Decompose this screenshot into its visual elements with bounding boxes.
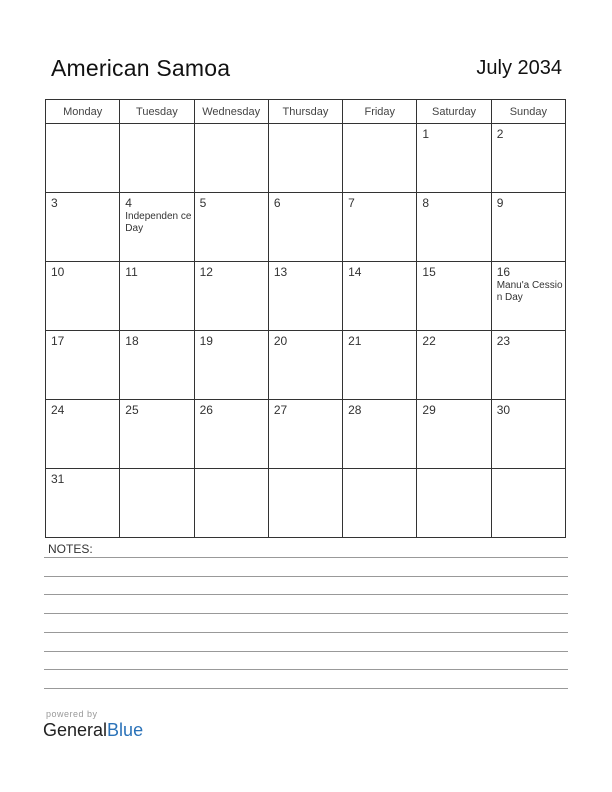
- week-row: [46, 331, 566, 400]
- day-number: 26: [199, 403, 213, 417]
- day-cell[interactable]: [120, 124, 194, 193]
- day-cell[interactable]: [343, 124, 417, 193]
- month-label: July 2034: [476, 57, 562, 79]
- brand-general: General: [43, 720, 108, 740]
- notes-line: [44, 557, 568, 558]
- day-number: 10: [51, 265, 65, 279]
- day-cell[interactable]: [120, 400, 194, 469]
- day-cell[interactable]: [46, 262, 120, 331]
- day-cell[interactable]: [46, 193, 120, 262]
- day-cell[interactable]: [46, 469, 120, 538]
- day-cell[interactable]: [417, 262, 491, 331]
- week-row: [46, 400, 566, 469]
- day-cell[interactable]: [120, 469, 194, 538]
- holiday-label: Independen ce Day: [125, 211, 192, 234]
- day-number: 30: [496, 403, 511, 417]
- week-row: [46, 262, 566, 331]
- generalblue-logo[interactable]: [43, 720, 143, 741]
- day-cell[interactable]: [491, 124, 565, 193]
- day-number: 1: [422, 127, 430, 141]
- brand-blue: Blue: [107, 720, 144, 740]
- day-number: 12: [199, 265, 213, 279]
- week-row: [46, 124, 566, 193]
- day-cell[interactable]: [194, 124, 268, 193]
- day-cell[interactable]: [491, 331, 565, 400]
- day-cell[interactable]: [194, 262, 268, 331]
- day-cell[interactable]: [268, 262, 342, 331]
- day-number: 15: [422, 265, 436, 279]
- day-number: 25: [125, 403, 139, 417]
- week-row: [46, 193, 566, 262]
- weekday-sunday: Sunday: [491, 100, 565, 124]
- day-cell[interactable]: [268, 331, 342, 400]
- day-cell[interactable]: [194, 469, 268, 538]
- day-number: 29: [422, 403, 436, 417]
- day-cell[interactable]: [343, 262, 417, 331]
- day-number: 23: [496, 334, 511, 348]
- weekday-thursday: Thursday: [268, 100, 342, 124]
- day-cell[interactable]: [417, 193, 491, 262]
- notes-line: [44, 651, 568, 652]
- day-cell[interactable]: [120, 262, 194, 331]
- day-number: 14: [348, 265, 362, 279]
- day-cell[interactable]: [491, 469, 565, 538]
- day-number: 9: [496, 196, 504, 210]
- day-number: 11: [125, 265, 138, 279]
- day-cell[interactable]: [491, 400, 565, 469]
- day-cell[interactable]: [417, 469, 491, 538]
- day-number: 3: [51, 196, 58, 210]
- day-cell[interactable]: [120, 193, 194, 262]
- day-number: 31: [51, 472, 65, 486]
- day-number: 27: [273, 403, 288, 417]
- notes-line: [44, 632, 568, 633]
- day-cell[interactable]: [343, 469, 417, 538]
- day-cell[interactable]: [417, 124, 491, 193]
- day-number: 18: [125, 334, 139, 348]
- day-cell[interactable]: [417, 400, 491, 469]
- weekday-saturday: Saturday: [417, 100, 491, 124]
- day-number: 4: [125, 196, 132, 210]
- day-cell[interactable]: [491, 193, 565, 262]
- day-number: 8: [422, 196, 430, 210]
- day-cell[interactable]: [343, 400, 417, 469]
- day-number: 17: [51, 334, 65, 348]
- weekday-friday: Friday: [343, 100, 417, 124]
- day-number: 16: [496, 265, 511, 279]
- holiday-label: Manu'a Cession Day: [496, 280, 563, 303]
- day-cell[interactable]: [268, 469, 342, 538]
- day-cell[interactable]: [417, 331, 491, 400]
- calendar-grid: [45, 99, 566, 538]
- day-number: 5: [199, 196, 207, 210]
- day-cell[interactable]: [120, 331, 194, 400]
- day-cell[interactable]: [268, 124, 342, 193]
- weekday-monday: Monday: [46, 100, 120, 124]
- day-cell[interactable]: [46, 400, 120, 469]
- day-number: 13: [273, 265, 288, 279]
- day-number: 7: [348, 196, 355, 210]
- day-cell[interactable]: [343, 331, 417, 400]
- notes-line: [44, 669, 568, 670]
- day-number: 6: [273, 196, 281, 210]
- day-cell[interactable]: [268, 400, 342, 469]
- day-number: 20: [273, 334, 288, 348]
- notes-label: NOTES:: [48, 542, 93, 556]
- day-number: 21: [348, 334, 362, 348]
- day-number: 22: [422, 334, 436, 348]
- powered-by-label: powered by: [46, 709, 98, 719]
- weekday-header-row: [46, 100, 566, 124]
- weekday-wednesday: Wednesday: [194, 100, 268, 124]
- day-number: 24: [51, 403, 65, 417]
- notes-line: [44, 576, 568, 577]
- week-row: [46, 469, 566, 538]
- day-cell[interactable]: [46, 331, 120, 400]
- notes-line: [44, 613, 568, 614]
- day-cell[interactable]: [194, 331, 268, 400]
- day-cell[interactable]: [491, 262, 565, 331]
- notes-line: [44, 594, 568, 595]
- weekday-tuesday: Tuesday: [120, 100, 194, 124]
- day-cell[interactable]: [46, 124, 120, 193]
- notes-line: [44, 688, 568, 689]
- day-number: 2: [496, 127, 504, 141]
- day-cell[interactable]: [343, 193, 417, 262]
- day-number: 28: [348, 403, 362, 417]
- day-cell[interactable]: [194, 400, 268, 469]
- day-cell[interactable]: [194, 193, 268, 262]
- calendar-title: American Samoa: [51, 55, 231, 81]
- day-number: 19: [199, 334, 213, 348]
- day-cell[interactable]: [268, 193, 342, 262]
